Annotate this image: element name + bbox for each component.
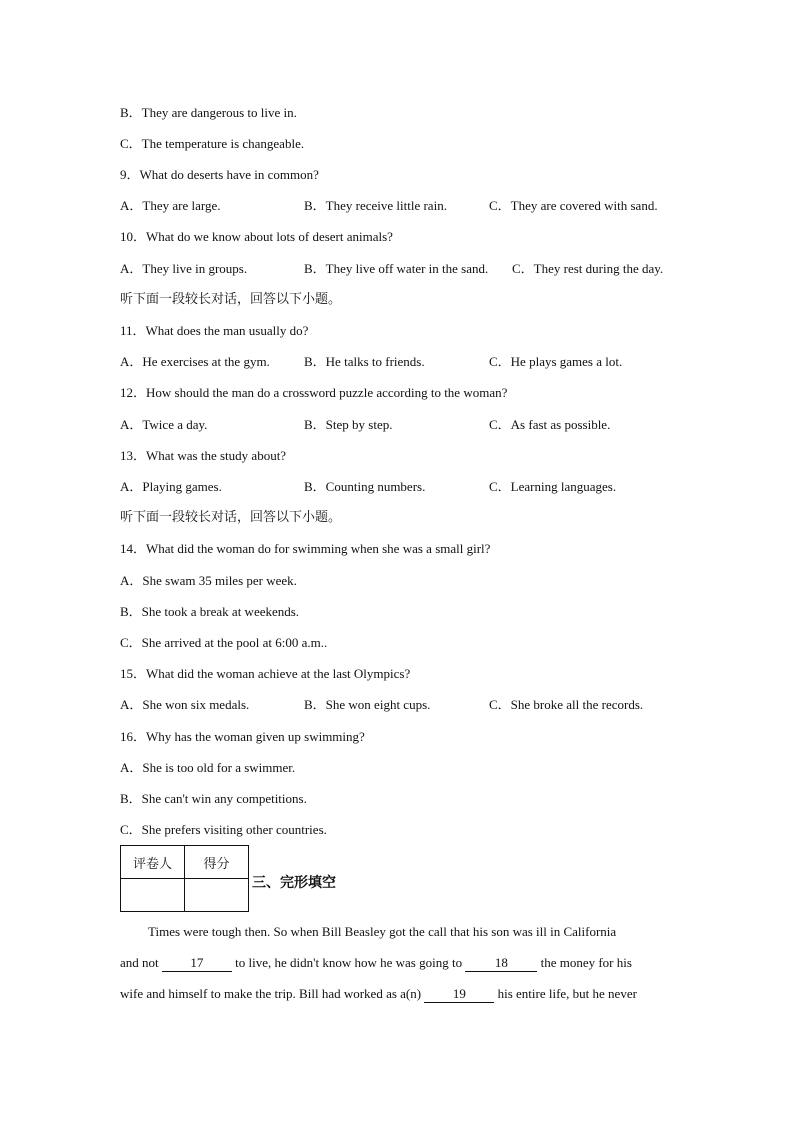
option-15b: B．She won eight cups. (304, 697, 431, 712)
instruction-1: 听下面一段较长对话，回答以下小题。 (120, 292, 342, 307)
option-12c: C．As fast as possible. (489, 417, 611, 432)
option-8b: B．They are dangerous to live in. (120, 105, 297, 120)
option-13a: A．Playing games. (120, 479, 222, 494)
passage-text: wife and himself to make the trip. Bill had worked as a(n) (120, 986, 425, 1001)
question-14: 14．What did the woman do for swimming when she was a small girl? (120, 541, 491, 556)
passage-text: his entire life, but he never (494, 986, 637, 1001)
question-12: 12．How should the man do a crossword puzzle according to the woman? (120, 385, 508, 400)
option-13c: C．Learning languages. (489, 479, 617, 494)
option-9b: B．They receive little rain. (304, 198, 447, 213)
option-10a: A．They live in groups. (120, 261, 248, 276)
passage-text: the money for his (537, 955, 632, 970)
option-16c: C．She prefers visiting other countries. (120, 822, 327, 837)
question-13: 13．What was the study about? (120, 448, 287, 463)
question-9: 9．What do deserts have in common? (120, 167, 319, 182)
blank-17: 17 (162, 955, 232, 972)
passage-text: and not (120, 955, 162, 970)
passage-line-3 (120, 986, 637, 1003)
question-10: 10．What do we know about lots of desert animals? (120, 229, 393, 244)
passage-text: to live, he didn't know how he was going to (231, 955, 466, 970)
option-14a: A．She swam 35 miles per week. (120, 573, 297, 588)
blank-18: 18 (465, 955, 537, 972)
grader-cell (121, 879, 185, 912)
instruction-2: 听下面一段较长对话，回答以下小题。 (120, 510, 342, 525)
option-15a: A．She won six medals. (120, 697, 250, 712)
option-12a: A．Twice a day. (120, 417, 208, 432)
passage-line-2 (120, 955, 632, 972)
question-16: 16．Why has the woman given up swimming? (120, 729, 365, 744)
question-15: 15．What did the woman achieve at the last Olympics? (120, 666, 411, 681)
option-11a: A．He exercises at the gym. (120, 354, 270, 369)
option-12b: B．Step by step. (304, 417, 393, 432)
question-11: 11．What does the man usually do? (120, 323, 309, 338)
option-16a: A．She is too old for a swimmer. (120, 760, 296, 775)
option-10c: C．They rest during the day. (512, 261, 664, 276)
grader-label: 评卷人 (121, 846, 185, 879)
blank-19: 19 (424, 986, 494, 1003)
option-15c: C．She broke all the records. (489, 697, 644, 712)
option-11b: B．He talks to friends. (304, 354, 425, 369)
option-9a: A．They are large. (120, 198, 221, 213)
option-14b: B．She took a break at weekends. (120, 604, 300, 619)
section-title: 三、完形填空 (252, 875, 336, 891)
score-label: 得分 (185, 846, 249, 879)
score-cell (185, 879, 249, 912)
option-8c: C．The temperature is changeable. (120, 136, 305, 151)
option-14c: C．She arrived at the pool at 6:00 a.m.. (120, 635, 328, 650)
option-16b: B．She can't win any competitions. (120, 791, 307, 806)
option-13b: B．Counting numbers. (304, 479, 426, 494)
option-9c: C．They are covered with sand. (489, 198, 658, 213)
grader-table (120, 845, 249, 912)
passage-line-1: Times were tough then. So when Bill Beasley got the call that his son was ill in California (148, 924, 617, 939)
option-11c: C．He plays games a lot. (489, 354, 623, 369)
option-10b: B．They live off water in the sand. (304, 261, 489, 276)
